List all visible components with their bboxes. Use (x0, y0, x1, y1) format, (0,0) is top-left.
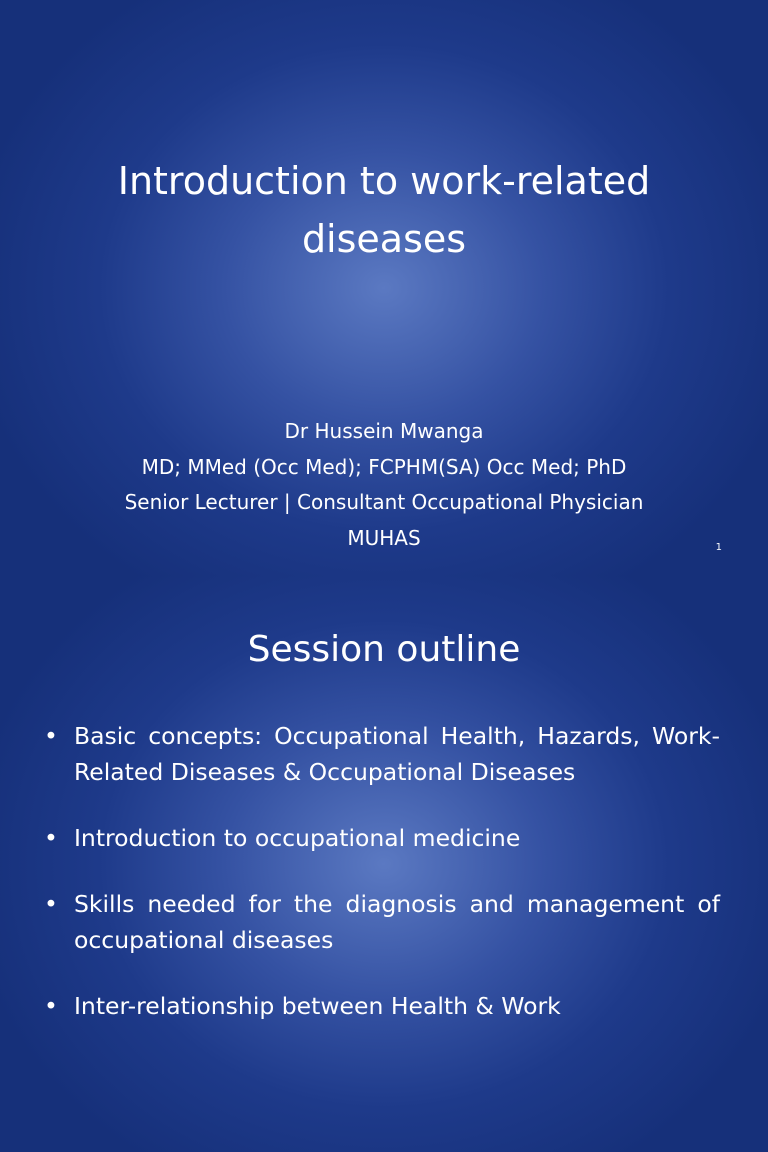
outline-bullet-text: Inter-relationship between Health & Work (74, 992, 561, 1020)
bullet-icon: • (44, 722, 58, 750)
slide-outline-heading: Session outline (247, 629, 521, 670)
slide-number: 1 (715, 542, 722, 553)
presenter-info (40, 414, 728, 556)
slide-title-heading: Introduction to work-related diseases (117, 159, 651, 261)
bullet-icon: • (44, 992, 58, 1020)
presenter-name: Dr Hussein Mwanga (284, 419, 484, 443)
outline-bullet-item (44, 718, 720, 790)
presenter-degrees: MD; MMed (Occ Med); FCPHM(SA) Occ Med; PhD (141, 454, 627, 479)
bullet-icon: • (44, 890, 58, 918)
outline-bullet-item (44, 988, 720, 1024)
slide-session-outline (0, 576, 768, 1152)
presenter-institution: MUHAS (347, 525, 421, 550)
outline-bullet-text: Basic concepts: Occupational Health, Hazards, Work-Related Diseases & Occupational Diseases (74, 722, 720, 786)
outline-bullet-list (44, 718, 720, 1054)
presenter-position: Senior Lecturer | Consultant Occupational Physician (124, 490, 644, 514)
outline-bullet-text: Skills needed for the diagnosis and management of occupational diseases (74, 890, 720, 954)
outline-bullet-text: Introduction to occupational medicine (74, 824, 521, 852)
outline-bullet-item (44, 886, 720, 958)
bullet-icon: • (44, 824, 58, 852)
outline-bullet-item (44, 820, 720, 856)
